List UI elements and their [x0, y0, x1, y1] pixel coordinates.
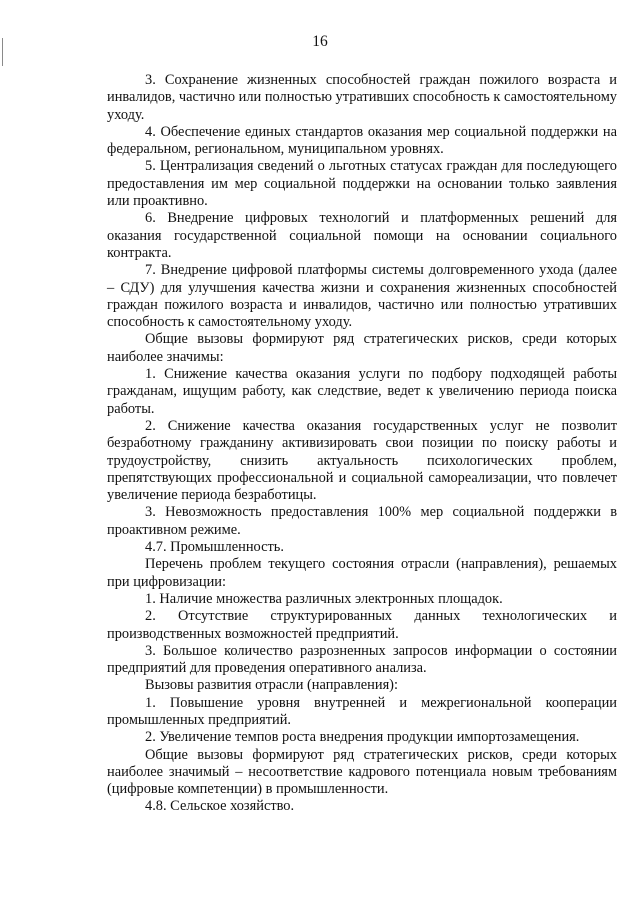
- paragraph: 6. Внедрение цифровых технологий и платформенных решений для оказания государственной социальной помощи на основании социального контракта.: [107, 210, 617, 261]
- paragraph: Вызовы развития отрасли (направления):: [145, 677, 398, 694]
- paragraph: 1. Снижение качества оказания услуги по подбору подходящей работы гражданам, ищущим работу, как следствие, ведет к увеличению периода поиска работы.: [107, 366, 617, 417]
- paragraph: Перечень проблем текущего состояния отрасли (направления), решаемых при цифровизации:: [107, 556, 617, 590]
- paragraph: 3. Сохранение жизненных способностей граждан пожилого возраста и инвалидов, частично или полностью утративших способность к самостоятельному уходу.: [107, 72, 617, 123]
- paragraph: 5. Централизация сведений о льготных статусах граждан для последующего предоставления им мер социальной поддержки на основании только заявления или проактивно.: [107, 158, 617, 210]
- paragraph: Общие вызовы формируют ряд стратегических рисков, среди которых наиболее значимый – несоответствие кадрового потенциала новым требованиям (цифровые компетенции) в промышленности.: [107, 746, 617, 798]
- section-heading: 4.8. Сельское хозяйство.: [145, 798, 295, 815]
- paragraph: 1. Наличие множества различных электронных площадок.: [145, 590, 503, 607]
- paragraph: 7. Внедрение цифровой платформы системы долговременного ухода (далее – СДУ) для улучшения качества жизни и сохранения жизненных способностей граждан пожилого возраста и инвалидов, частично или полностью утративших способность к самостоятельному уходу.: [107, 262, 617, 331]
- page-number: 16: [312, 33, 328, 50]
- document-body: [107, 72, 617, 816]
- paragraph: 3. Невозможность предоставления 100% мер социальной поддержки в проактивном режиме.: [107, 504, 617, 538]
- paragraph: 2. Снижение качества оказания государственных услуг не позволит безработному гражданину активизировать свои позиции по поиску работы и трудоустройству, снизить актуальность психологических проблем, препятствующих профессиональной и социальной самореализации, что повлечет увеличение периода безработицы.: [107, 417, 617, 504]
- paragraph: 2. Увеличение темпов роста внедрения продукции импортозамещения.: [145, 729, 580, 746]
- paragraph: 1. Повышение уровня внутренней и межрегиональной кооперации промышленных предприятий.: [107, 694, 617, 728]
- paragraph: 3. Большое количество разрозненных запросов информации о состоянии предприятий для проведения оперативного анализа.: [107, 642, 617, 677]
- paragraph: 4. Обеспечение единых стандартов оказания мер социальной поддержки на федеральном, региональном, муниципальном уровнях.: [107, 123, 617, 158]
- paragraph: 2. Отсутствие структурированных данных технологических и производственных возможностей предприятий.: [107, 608, 617, 642]
- paragraph: Общие вызовы формируют ряд стратегических рисков, среди которых наиболее значимы:: [107, 331, 617, 365]
- section-heading: 4.7. Промышленность.: [145, 539, 284, 556]
